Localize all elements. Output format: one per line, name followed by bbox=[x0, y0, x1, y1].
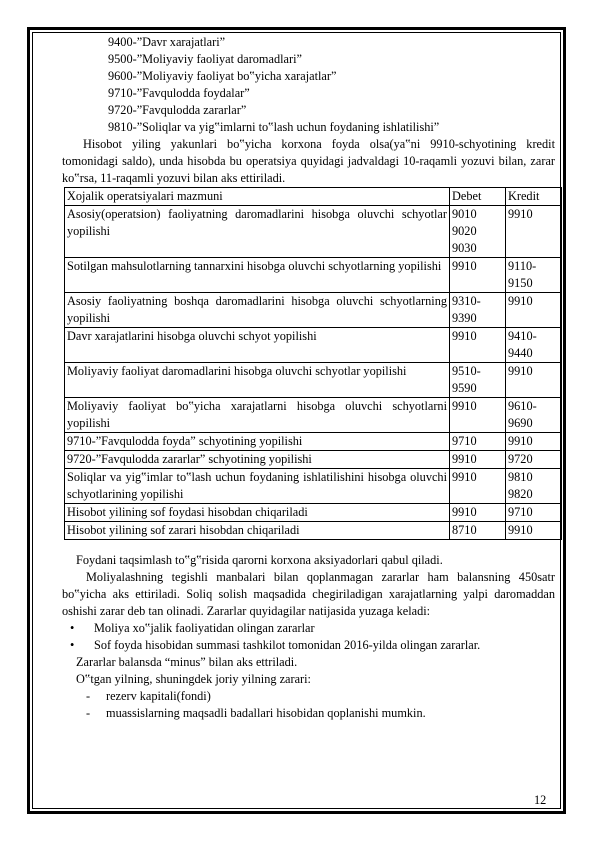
row-kredit: 9710 bbox=[506, 504, 562, 522]
row-debet: 9910 bbox=[450, 328, 506, 363]
row-kredit: 9910 bbox=[506, 293, 562, 328]
bullet-marker: • bbox=[70, 621, 75, 635]
list-item-text: muassislarning maqsadli badallari hisobidan qoplanishi mumkin. bbox=[106, 706, 426, 720]
row-debet: 9910 bbox=[450, 258, 506, 293]
header-content: Xojalik operatsiyalari mazmuni bbox=[65, 188, 450, 206]
list-item-text: Moliya xo‟jalik faoliyatidan olingan zararlar bbox=[94, 621, 315, 635]
row-desc: Davr xarajatlarini hisobga oluvchi schyot yopilishi bbox=[65, 328, 450, 363]
table-row bbox=[65, 469, 562, 504]
row-desc: Asosiy faoliyatning boshqa daromadlarini hisobga oluvchi schyotlarning yopilishi bbox=[65, 293, 450, 328]
operations-table bbox=[64, 187, 562, 540]
row-desc: Soliqlar va yig‟imlar to‟lash uchun foydaning ishlatilishini hisobga oluvchi schyotlarining yopilishi bbox=[65, 469, 450, 504]
table-row bbox=[65, 522, 562, 540]
table-row bbox=[65, 363, 562, 398]
list-item-text: rezerv kapitali(fondi) bbox=[106, 689, 211, 703]
row-desc: Moliyaviy faoliyat daromadlarini hisobga oluvchi schyotlar yopilishi bbox=[65, 363, 450, 398]
row-kredit: 9410- 9440 bbox=[506, 328, 562, 363]
balance-line: Zararlar balansda “minus” bilan aks ettriladi. bbox=[76, 655, 298, 669]
row-kredit: 9910 bbox=[506, 206, 562, 258]
row-debet: 9910 bbox=[450, 451, 506, 469]
row-debet: 9010 9020 9030 bbox=[450, 206, 506, 258]
list-item bbox=[62, 637, 555, 654]
row-debet: 8710 bbox=[450, 522, 506, 540]
row-desc: 9720-”Favqulodda zararlar” schyotining yopilishi bbox=[65, 451, 450, 469]
header-debet: Debet bbox=[450, 188, 506, 206]
table-row bbox=[65, 504, 562, 522]
row-kredit: 9910 bbox=[506, 433, 562, 451]
loss-paragraph: Moliyalashning tegishli manbalari bilan qoplanmagan zararlar ham balansning 450satr bo‟yicha aks ettiriladi. Soliq solish maqsadida chegiriladigan xarajatlarning yalpi daromaddan oshishi zarar deb tan olinadi. Zararlar quyidagilar natijasida yuzaga keladi: bbox=[62, 570, 555, 618]
account-item: 9400-”Davr xarajatlari” bbox=[108, 35, 226, 49]
row-debet: 9910 bbox=[450, 398, 506, 433]
row-debet: 9710 bbox=[450, 433, 506, 451]
row-debet: 9310- 9390 bbox=[450, 293, 506, 328]
row-desc: Asosiy(operatsion) faoliyatning daromadlarini hisobga oluvchi schyotlar yopilishi bbox=[65, 206, 450, 258]
row-kredit: 9910 bbox=[506, 363, 562, 398]
table-row bbox=[65, 328, 562, 363]
table-row bbox=[65, 433, 562, 451]
row-kredit: 9810 9820 bbox=[506, 469, 562, 504]
account-item: 9720-”Favqulodda zararlar” bbox=[108, 103, 247, 117]
bullet-marker: • bbox=[70, 638, 75, 652]
row-desc: Sotilgan mahsulotlarning tannarxini hisobga oluvchi schyotlarning yopilishi bbox=[65, 258, 450, 293]
distribution-line: Foydani taqsimlash to‟g‟risida qarorni korxona aksiyadorlari qabul qiladi. bbox=[76, 553, 443, 567]
account-item: 9710-”Favqulodda foydalar” bbox=[108, 86, 250, 100]
list-item bbox=[62, 688, 555, 705]
list-item-text: Sof foyda hisobidan summasi tashkilot tomonidan 2016-yilda olingan zararlar. bbox=[94, 638, 481, 652]
row-desc: Hisobot yilining sof foydasi hisobdan chiqariladi bbox=[65, 504, 450, 522]
row-kredit: 9110- 9150 bbox=[506, 258, 562, 293]
table-row bbox=[65, 398, 562, 433]
table-row bbox=[65, 293, 562, 328]
row-desc: Moliyaviy faoliyat bo‟yicha xarajatlarni hisobga oluvchi schyotlarni yopilishi bbox=[65, 398, 450, 433]
account-item: 9600-”Moliyaviy faoliyat bo‟yicha xarajatlar” bbox=[108, 69, 337, 83]
page-content bbox=[62, 34, 555, 722]
account-list bbox=[62, 34, 555, 136]
intro-paragraph: Hisobot yiling yakunlari bo‟yicha korxona foyda olsa(ya‟ni 9910-schyotining kredit tomonidagi saldo), unda hisobda bu operatsiya quyidagi jadvaldagi 10-raqamli yozuvi bilan, zarar ko‟rsa, 11-raqamli yozuvi bilan aks ettiriladi. bbox=[62, 137, 555, 185]
row-kredit: 9720 bbox=[506, 451, 562, 469]
past-years-line: O‟tgan yilning, shuningdek joriy yilning zarari: bbox=[76, 672, 311, 686]
row-debet: 9910 bbox=[450, 469, 506, 504]
row-debet: 9910 bbox=[450, 504, 506, 522]
table-row bbox=[65, 258, 562, 293]
table-header-row bbox=[65, 188, 562, 206]
row-kredit: 9610- 9690 bbox=[506, 398, 562, 433]
spacer bbox=[62, 540, 555, 552]
row-kredit: 9910 bbox=[506, 522, 562, 540]
dash-marker: - bbox=[86, 689, 91, 703]
list-item bbox=[62, 620, 555, 637]
table-row bbox=[65, 206, 562, 258]
page-number: 12 bbox=[534, 793, 547, 807]
account-item: 9500-”Moliyaviy faoliyat daromadlari” bbox=[108, 52, 302, 66]
dash-marker: - bbox=[86, 706, 91, 720]
list-item bbox=[62, 705, 555, 722]
row-debet: 9510- 9590 bbox=[450, 363, 506, 398]
account-item: 9810-”Soliqlar va yig‟imlarni to‟lash uchun foydaning ishlatilishi” bbox=[108, 120, 440, 134]
header-kredit: Kredit bbox=[506, 188, 562, 206]
row-desc: 9710-”Favqulodda foyda” schyotining yopilishi bbox=[65, 433, 450, 451]
table-row bbox=[65, 451, 562, 469]
row-desc: Hisobot yilining sof zarari hisobdan chiqariladi bbox=[65, 522, 450, 540]
